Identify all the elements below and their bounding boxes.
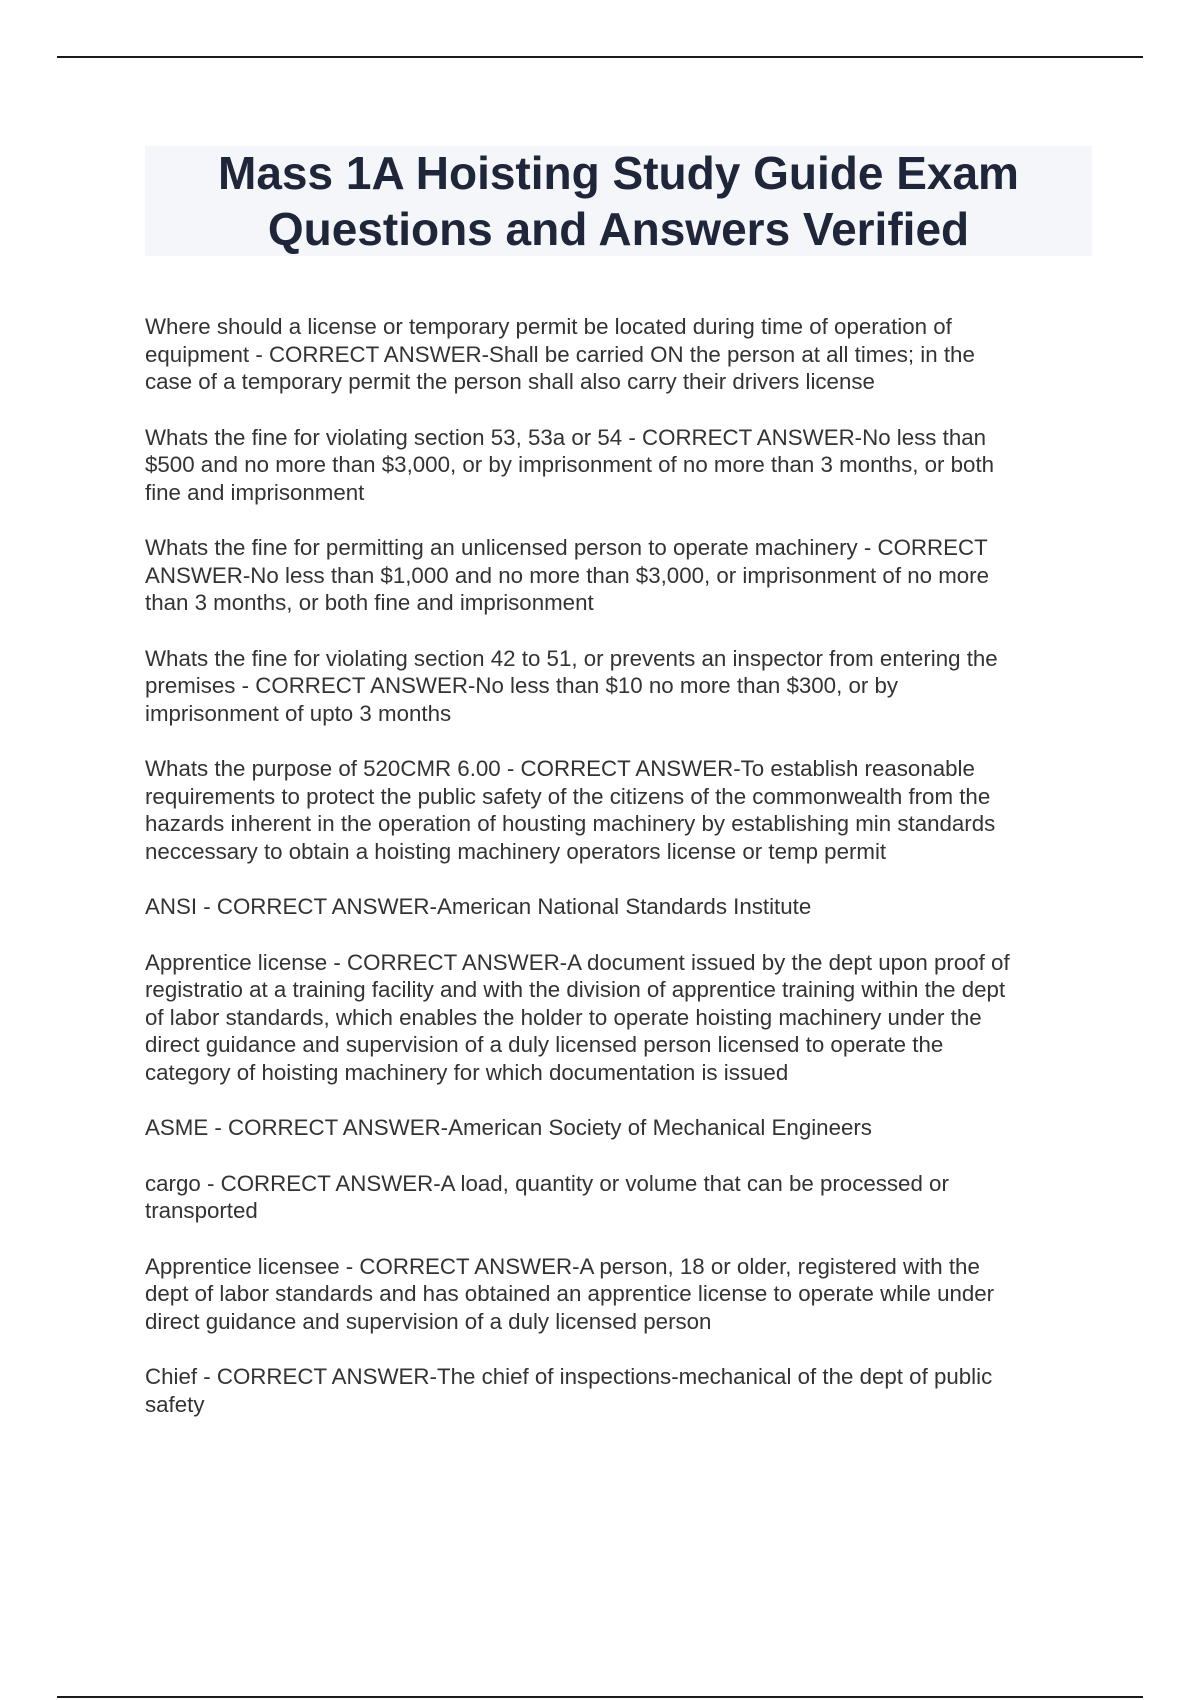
- qa-item: ASME - CORRECT ANSWER-American Society of Mechanical Engineers: [145, 1115, 872, 1140]
- title-banner: [145, 146, 1092, 256]
- qa-item: Chief - CORRECT ANSWER-The chief of inspections-mechanical of the dept of public safety: [145, 1364, 993, 1417]
- qa-item: Whats the fine for violating section 42 to 51, or prevents an inspector from entering the premises - CORRECT ANSWER-No less than $10 no more than $300, or by imprisonment of upto 3 months: [145, 645, 998, 726]
- qa-item: Where should a license or temporary permit be located during time of operation of equipment - CORRECT ANSWER-Shall be carried ON the person at all times; in the case of a temporary permit the person shall also carry their drivers license: [145, 314, 975, 394]
- bottom-divider: [57, 1696, 1143, 1698]
- qa-item: Whats the purpose of 520CMR 6.00 - CORRECT ANSWER-To establish reasonable requirements to protect the public safety of the citizens of the commonwealth from the hazards inherent in the operation of housting machinery by establishing min standards neccessary to obtain a hoisting machinery operators license or temp permit: [145, 756, 996, 864]
- qa-list: [145, 313, 1095, 1446]
- qa-item: Whats the fine for permitting an unlicensed person to operate machinery - CORRECT ANSWER-No less than $1,000 and no more than $3,000, or imprisonment of no more than 3 months, or both fine and imprisonment: [145, 535, 990, 615]
- qa-item: Apprentice license - CORRECT ANSWER-A document issued by the dept upon proof of registratio at a training facility and with the division of apprentice training within the dept of labor standards, which enables the holder to operate hoisting machinery under the direct guidance and supervision of a duly licensed person licensed to operate the category of hoisting machinery for which documentation is issued: [145, 949, 1010, 1085]
- document-title: Mass 1A Hoisting Study Guide Exam Questions and Answers Verified: [218, 147, 1019, 255]
- qa-item: Apprentice licensee - CORRECT ANSWER-A person, 18 or older, registered with the dept of labor standards and has obtained an apprentice license to operate while under direct guidance and supervision of a duly licensed person: [145, 1253, 995, 1334]
- top-divider: [57, 56, 1143, 58]
- qa-item: ANSI - CORRECT ANSWER-American National Standards Institute: [145, 894, 812, 919]
- qa-item: cargo - CORRECT ANSWER-A load, quantity or volume that can be processed or transported: [145, 1170, 949, 1223]
- qa-item: Whats the fine for violating section 53, 53a or 54 - CORRECT ANSWER-No less than $500 and no more than $3,000, or by imprisonment of no more than 3 months, or both fine and imprisonment: [145, 424, 995, 505]
